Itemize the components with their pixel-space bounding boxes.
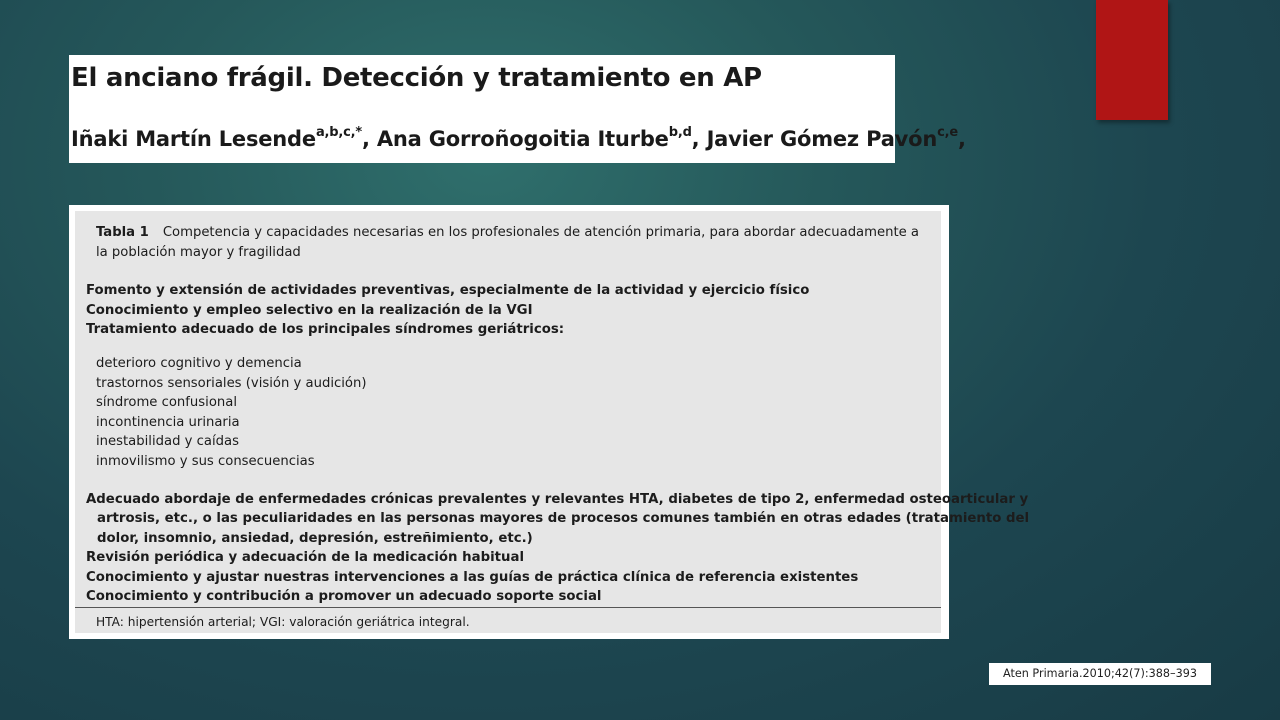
table-caption: [96, 223, 926, 263]
table-footnote: HTA: hipertensión arterial; VGI: valoración geriátrica integral.: [96, 615, 470, 629]
table-line: Conocimiento y empleo selectivo en la realización de la VGI: [86, 303, 533, 318]
table-line: Tratamiento adecuado de los principales síndromes geriátricos:: [86, 322, 565, 337]
table-line: Revisión periódica y adecuación de la medicación habitual: [86, 550, 524, 565]
article-title: El anciano frágil. Detección y tratamiento en AP: [71, 63, 762, 93]
author-affiliation: b,d: [668, 125, 692, 140]
author-separator: ,: [361, 127, 377, 151]
table-subitem: trastornos sensoriales (visión y audición): [96, 376, 367, 391]
table-subitem: inmovilismo y sus consecuencias: [96, 454, 315, 469]
author-name: Iñaki Martín Lesende: [71, 127, 316, 151]
author-name: Ana Gorroñogoitia Iturbe: [376, 127, 669, 151]
table-line: dolor, insomnio, ansiedad, depresión, estreñimiento, etc.): [97, 531, 533, 546]
article-authors: [71, 127, 966, 151]
table-subitem: síndrome confusional: [96, 395, 237, 410]
table-caption-text: Competencia y capacidades necesarias en los profesionales de atención primaria, para abordar adecuadamente a la población mayor y fragilidad: [96, 225, 920, 260]
author-separator: ,: [958, 127, 966, 151]
table-line: Fomento y extensión de actividades preventivas, especialmente de la actividad y ejercicio físico: [86, 283, 810, 298]
red-accent-block: [1096, 0, 1168, 120]
table-subitem: deterioro cognitivo y demencia: [96, 356, 302, 371]
table-line: Conocimiento y ajustar nuestras intervenciones a las guías de práctica clínica de referencia existentes: [86, 570, 859, 585]
article-header-crop: [69, 55, 966, 163]
table-separator: [75, 607, 941, 608]
author-separator: ,: [691, 127, 707, 151]
journal-citation: Aten Primaria.2010;42(7):388–393: [989, 663, 1211, 685]
table-line: Conocimiento y contribución a promover un adecuado soporte social: [86, 589, 602, 604]
author-name: Javier Gómez Pavón: [706, 127, 938, 151]
table-label: Tabla 1: [96, 225, 149, 240]
table-subitem: inestabilidad y caídas: [96, 434, 239, 449]
author-affiliation: c,e: [937, 125, 959, 140]
table-panel: [75, 211, 1030, 633]
table-line: artrosis, etc., o las peculiaridades en las personas mayores de procesos comunes también en otras edades (tratamiento del: [97, 511, 1030, 526]
table-subitem: incontinencia urinaria: [96, 415, 240, 430]
table-line: Adecuado abordaje de enfermedades crónicas prevalentes y relevantes HTA, diabetes de tipo 2, enfermedad osteoarticular y: [86, 492, 1029, 507]
table-image-frame: [69, 205, 1030, 639]
author-affiliation: a,b,c,*: [315, 125, 362, 140]
